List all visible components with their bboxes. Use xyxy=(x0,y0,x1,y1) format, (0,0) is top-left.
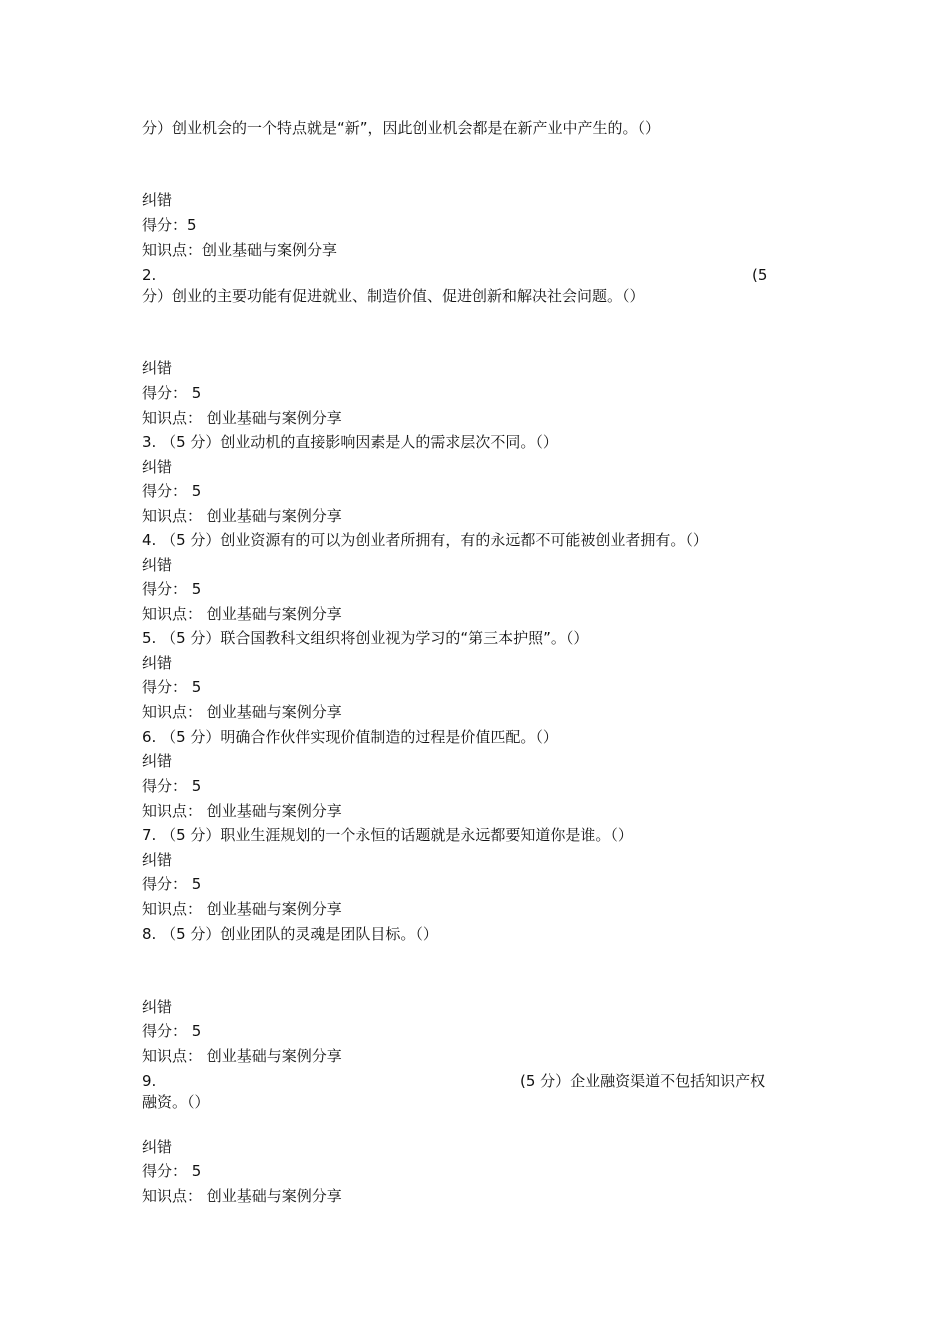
question-8-correction-link[interactable]: 纠错 xyxy=(142,998,173,1016)
question-8-score: 得分： 5 xyxy=(142,1022,202,1040)
question-5-correction-link[interactable]: 纠错 xyxy=(142,654,173,672)
question-3-correction-link[interactable]: 纠错 xyxy=(142,458,173,476)
question-9-text-first-line: (5 分）企业融资渠道不包括知识产权 xyxy=(520,1072,766,1090)
question-2-text: 分）创业的主要功能有促进就业、制造价值、促进创新和解决社会问题。（） xyxy=(142,287,645,305)
question-4-knowledge-point: 知识点： 创业基础与案例分享 xyxy=(142,605,342,623)
question-2-score: 得分： 5 xyxy=(142,384,202,402)
question-6-knowledge-point: 知识点： 创业基础与案例分享 xyxy=(142,802,342,820)
question-7-correction-link[interactable]: 纠错 xyxy=(142,851,173,869)
question-2-knowledge-point: 知识点： 创业基础与案例分享 xyxy=(142,409,342,427)
question-9-number: 9. xyxy=(142,1072,157,1090)
question-4-score: 得分： 5 xyxy=(142,580,202,598)
question-2-points: (5 xyxy=(752,266,768,284)
question-6-score: 得分： 5 xyxy=(142,777,202,795)
question-3-knowledge-point: 知识点： 创业基础与案例分享 xyxy=(142,507,342,525)
question-6-correction-link[interactable]: 纠错 xyxy=(142,752,173,770)
question-5-score: 得分： 5 xyxy=(142,678,202,696)
question-7-text: 7. （5 分）职业生涯规划的一个永恒的话题就是永远都要知道你是谁。（） xyxy=(142,826,633,844)
question-5-text: 5. （5 分）联合国教科文组织将创业视为学习的“第三本护照”。（） xyxy=(142,629,589,647)
question-1-knowledge-point: 知识点：创业基础与案例分享 xyxy=(142,241,338,259)
question-2-correction-link[interactable]: 纠错 xyxy=(142,359,173,377)
question-9-knowledge-point: 知识点： 创业基础与案例分享 xyxy=(142,1187,342,1205)
question-5-knowledge-point: 知识点： 创业基础与案例分享 xyxy=(142,703,342,721)
question-3-score: 得分： 5 xyxy=(142,482,202,500)
question-3-text: 3. （5 分）创业动机的直接影响因素是人的需求层次不同。（） xyxy=(142,433,558,451)
question-1-score: 得分：5 xyxy=(142,216,197,234)
question-7-knowledge-point: 知识点： 创业基础与案例分享 xyxy=(142,900,342,918)
question-6-text: 6. （5 分）明确合作伙伴实现价值制造的过程是价值匹配。（） xyxy=(142,728,558,746)
question-9-score: 得分： 5 xyxy=(142,1162,202,1180)
question-9-text-second-line: 融资。（） xyxy=(142,1093,210,1111)
question-2-number: 2. xyxy=(142,266,157,284)
question-9-correction-link[interactable]: 纠错 xyxy=(142,1138,173,1156)
question-8-text: 8. （5 分）创业团队的灵魂是团队目标。（） xyxy=(142,925,438,943)
question-4-text: 4. （5 分）创业资源有的可以为创业者所拥有，有的永远都不可能被创业者拥有。（） xyxy=(142,531,708,549)
question-8-knowledge-point: 知识点： 创业基础与案例分享 xyxy=(142,1047,342,1065)
question-1-text: 分）创业机会的一个特点就是“新”，因此创业机会都是在新产业中产生的。（） xyxy=(142,119,661,137)
question-1-correction-link[interactable]: 纠错 xyxy=(142,191,173,209)
question-4-correction-link[interactable]: 纠错 xyxy=(142,556,173,574)
question-7-score: 得分： 5 xyxy=(142,875,202,893)
